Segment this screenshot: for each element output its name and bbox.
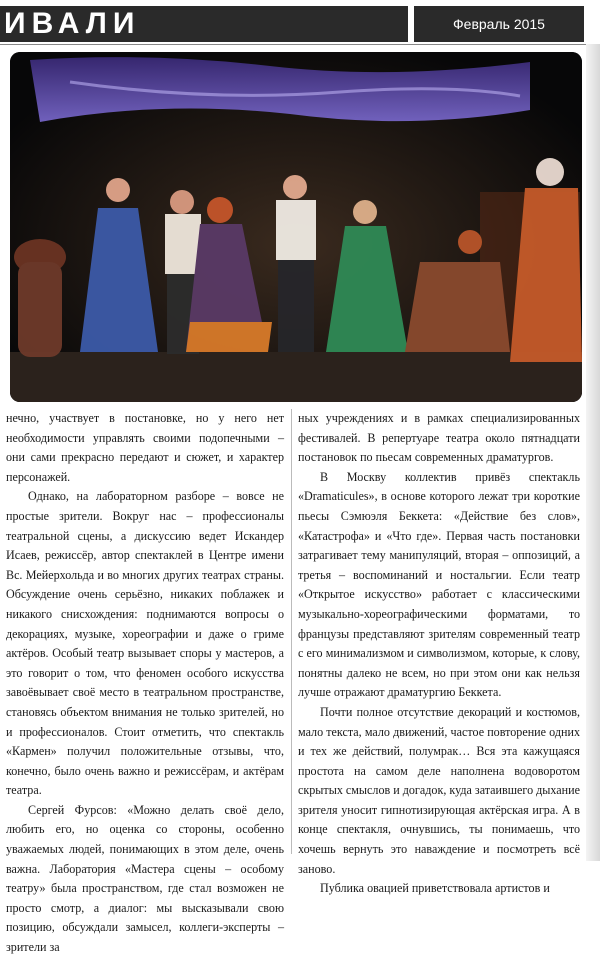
paragraph: ных учреждениях и в рамках специализированных фестивалей. В репертуаре театра около пятнадцати постановок по пьесам современных драматургов. xyxy=(298,411,580,465)
column-divider xyxy=(291,409,292,854)
section-title: ИВАЛИ xyxy=(0,6,408,42)
paragraph: Сергей Фурсов: «Можно делать своё дело, любить его, но оценка со стороны, особенно уважаемых людей, понимающих в этом деле, очень важна. Лаборатория «Мастера сцены – особому театру» была пространством, где стал возможен не просто смотр, а диалог: мы высказывали свою позицию, обсуждали замысел, коллеги-эксперты – зрители за xyxy=(6,802,284,955)
page-edge-shadow xyxy=(586,44,600,861)
article-column-right xyxy=(298,409,580,899)
paragraph: Почти полное отсутствие декораций и костюмов, мало текста, мало движений, частое повторение одних и тех же действий, полумрак… Вся эта кажущаяся простота на самом деле наполнена водоворотом скрытых смыслов и догадок, куда затаившего дыхание зрителя уносит гипнотизирующая актёрская игра. А в конце спектакля, очнувшись, ты понимаешь, что хочешь вернуть это наваждение и посмотреть всё заново. xyxy=(298,704,580,876)
article-column-left xyxy=(6,409,284,958)
stage-photo xyxy=(10,52,582,402)
header-rule xyxy=(0,44,600,45)
issue-date: Февраль 2015 xyxy=(414,6,584,42)
paragraph: нечно, участвует в постановке, но у него нет необходимости управлять своими подопечными – они сами прекрасно передают и сюжет, и характер персонажей. xyxy=(6,411,284,484)
paragraph: Публика овацией приветствовала артистов и xyxy=(320,881,550,896)
paragraph: В Москву коллектив привёз спектакль «Dramaticules», в основе которого лежат три короткие пьесы Сэмюэля Беккета: «Действие без слов», «Катастрофа» и «Что где». Первая часть постановки затрагивает тему манипуляций, вторая – оппозиций, а третья – воспоминаний и ностальгии. Если театр «Открытое искусство» работает с классическими музыкально-хореографическими форматами, то французы представляют зрителям современный театр с его минимализмом и символизмом, которые, к слову, понятны далеко не всем, но при этом они как нельзя лучше отражают драматургию Беккета. xyxy=(298,469,580,700)
theatre-stage-photo-icon xyxy=(10,52,582,402)
page-header xyxy=(0,0,600,42)
paragraph: Однако, на лабораторном разборе – вовсе не простые зрители. Вокруг нас – профессионалы театральной сцены, а дискуссию ведет Искандер Исаев, режиссёр, автор спектаклей в Центре имени Вс. Мейерхольда и во многих других театрах страны. Обсуждение очень серьёзно, никаких поблажек и никакого снисхождения: поднимаются вопросы о декорациях, музыке, хореографии и даже о гриме актёров. Особый театр вызывает споры у мастеров, а это говорит о том, что феномен особого искусства завоёвывает своё место в театральном пространстве, становясь объектом внимания не только зрителей, но и профессионалов. Стоит отметить, что спектакль «Кармен» получил положительные отзывы, что, конечно, было очень важно и режиссёрам, и актёрам театра. xyxy=(6,489,284,798)
